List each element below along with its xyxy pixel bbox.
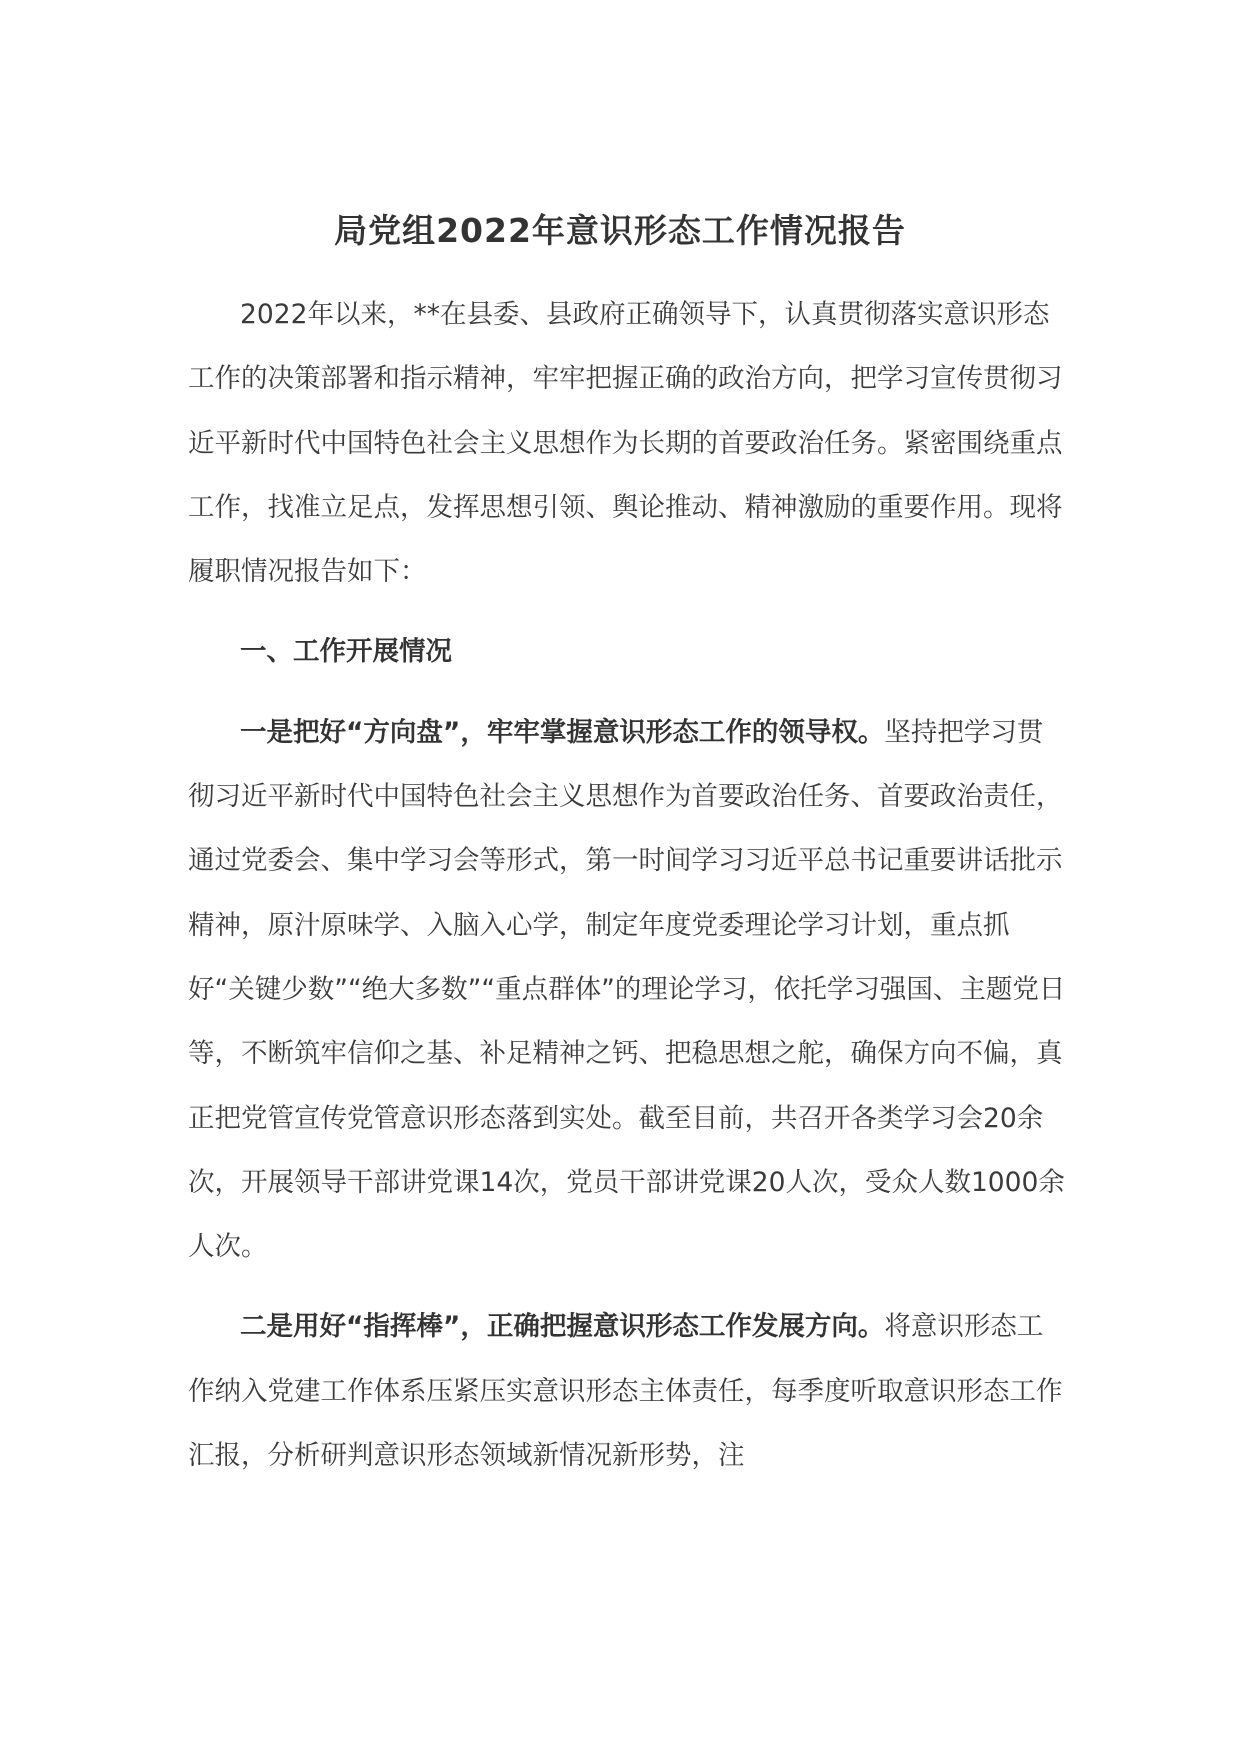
document-title: 局党组2022年意识形态工作情况报告 xyxy=(334,211,906,250)
item-1-lead: 一是把好“方向盘”，牢牢掌握意识形态工作的领导权。 xyxy=(240,716,885,748)
item-2-text: 将意识形态工作纳入党建工作体系压紧压实意识形态主体责任，每季度听取意识形态工作汇报，分析研判意识形态领域新情况新形势，注 xyxy=(188,1311,1063,1472)
item-1-paragraph xyxy=(188,701,1068,1280)
item-1-text: 坚持把学习贯彻习近平新时代中国特色社会主义思想作为首要政治任务、首要政治责任，通过党委会、集中学习会等形式，第一时间学习习近平总书记重要讲话批示精神，原汁原味学、入脑入心学，制定年度党委理论学习计划，重点抓好“关键少数”“绝大多数”“重点群体”的理论学习，依托学习强国、主题党日等，不断筑牢信仰之基、补足精神之钙、把稳思想之舵，确保方向不偏，真正把党管宣传党管意识形态落到实处。截至目前，共召开各类学习会20余次，开展领导干部讲党课14次，党员干部讲党课20人次，受众人数1000余人次。 xyxy=(188,716,1066,1263)
item-2-paragraph xyxy=(188,1295,1068,1488)
section-heading-work-progress: 一、工作开展情况 xyxy=(240,636,452,668)
item-2-lead: 二是用好“指挥棒”，正确把握意识形态工作发展方向。 xyxy=(240,1311,885,1343)
intro-paragraph: 2022年以来，**在县委、县政府正确领导下，认真贯彻落实意识形态工作的决策部署和指示精神，牢牢把握正确的政治方向，把学习宣传贯彻习近平新时代中国特色社会主义思想作为长期的首要政治任务。紧密围绕重点工作，找准立足点，发挥思想引领、舆论推动、精神激励的重要作用。现将履职情况报告如下： xyxy=(188,299,1063,588)
document-body xyxy=(188,283,1068,1504)
